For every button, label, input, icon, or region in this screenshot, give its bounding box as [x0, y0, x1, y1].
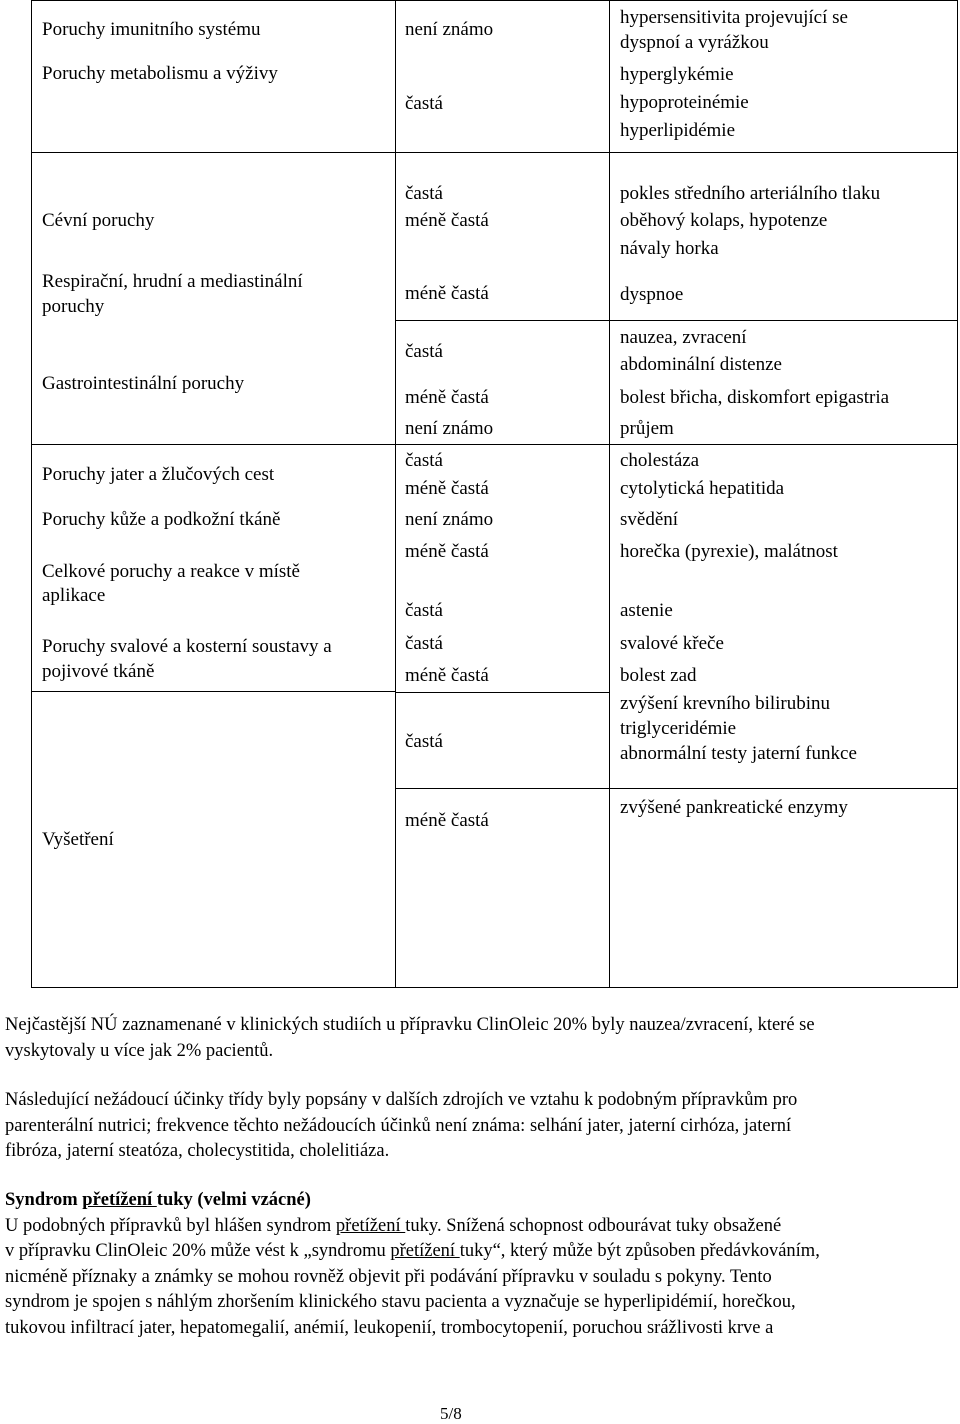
adverse-effect: dyspnoe: [620, 284, 684, 305]
frequency: častá: [405, 633, 443, 654]
adverse-effect: cytolytická hepatitida: [620, 478, 785, 499]
adverse-effect: hypersensitivita projevující se: [620, 7, 848, 28]
adverse-effect: horečka (pyrexie), malátnost: [620, 541, 838, 562]
organ-class: Poruchy imunitního systému: [42, 19, 261, 40]
adverse-effect: cholestáza: [620, 450, 700, 471]
frequency: méně častá: [405, 210, 489, 231]
organ-class: Gastrointestinální poruchy: [42, 373, 245, 394]
column-divider-2: [609, 0, 610, 988]
adverse-effect: návaly horka: [620, 238, 719, 259]
adverse-effect: průjem: [620, 418, 674, 439]
text-line: parenterální nutrici; frekvence těchto nežádoucích účinků není známa: selhání jater, jaterní cirhóza, jaterní: [5, 1115, 792, 1136]
organ-class: Cévní poruchy: [42, 210, 155, 231]
organ-class: Poruchy jater a žlučových cest: [42, 464, 275, 485]
page-number: 5/8: [440, 1404, 462, 1423]
section-heading: Syndrom přetížení tuky (velmi vzácné): [5, 1190, 311, 1210]
frequency: častá: [405, 600, 443, 621]
row-divider: [395, 320, 958, 321]
organ-class: aplikace: [42, 585, 106, 606]
row-divider: [395, 692, 610, 693]
frequency: častá: [405, 183, 443, 204]
row-divider: [31, 691, 396, 692]
paragraph-most-common: [5, 1013, 957, 1064]
organ-class: Poruchy kůže a podkožní tkáně: [42, 509, 281, 530]
frequency: méně častá: [405, 541, 489, 562]
adverse-effect: abnormální testy jaterní funkce: [620, 743, 857, 764]
text-line: nicméně příznaky a známky se mohou rovněž objevit při podávání přípravku v souladu s pokyny. Tento: [5, 1266, 772, 1287]
frequency: častá: [405, 341, 443, 362]
adverse-effect: hyperlipidémie: [620, 120, 736, 141]
organ-class: Celkové poruchy a reakce v místě: [42, 561, 300, 582]
row-divider: [395, 444, 958, 445]
adverse-effect: abdominální distenze: [620, 354, 782, 375]
organ-class: poruchy: [42, 296, 105, 317]
column-divider-1: [395, 0, 396, 988]
paragraph-class-effects: [5, 1088, 957, 1165]
organ-class: Respirační, hrudní a mediastinální: [42, 271, 303, 292]
frequency: méně častá: [405, 665, 489, 686]
frequency: méně častá: [405, 478, 489, 499]
frequency: méně častá: [405, 810, 489, 831]
adverse-effect: hyperglykémie: [620, 64, 734, 85]
text-line: vyskytovaly u více jak 2% pacientů.: [5, 1040, 274, 1061]
text-line: fibróza, jaterní steatóza, cholecystitida, cholelitiáza.: [5, 1141, 390, 1161]
row-divider: [395, 788, 610, 789]
text-line: Následující nežádoucí účinky třídy byly popsány v dalších zdrojích ve vztahu k podobným přípravkům pro: [5, 1090, 798, 1110]
table-border-bottom: [31, 987, 958, 988]
organ-class: Vyšetření: [42, 829, 114, 850]
fat-overload-section: [5, 1188, 957, 1341]
text-line: v přípravku ClinOleic 20% může vést k „syndromu přetížení tuky“, který může být způsoben předávkováním,: [5, 1241, 820, 1261]
adverse-effect: zvýšení krevního bilirubinu: [620, 693, 831, 714]
row-divider: [31, 444, 396, 445]
frequency: častá: [405, 450, 443, 471]
frequency: není známo: [405, 19, 494, 40]
adverse-effect: svědění: [620, 509, 679, 530]
table-border-right: [957, 0, 958, 988]
adverse-effect: svalové křeče: [620, 633, 724, 654]
organ-class: Poruchy metabolismu a výživy: [42, 63, 278, 84]
row-divider: [31, 152, 958, 153]
adverse-effect: triglyceridémie: [620, 718, 737, 739]
adverse-effect: oběhový kolaps, hypotenze: [620, 210, 828, 231]
adverse-effect: bolest zad: [620, 665, 697, 686]
adverse-effect: pokles středního arteriálního tlaku: [620, 183, 881, 204]
frequency: méně častá: [405, 387, 489, 408]
adverse-effect: dyspnoí a vyrážkou: [620, 32, 769, 53]
frequency: méně častá: [405, 283, 489, 304]
adverse-effect: astenie: [620, 600, 673, 621]
frequency: není známo: [405, 509, 494, 530]
text-line: tukovou infiltrací jater, hepatomegalií, anémií, leukopenií, trombocytopenií, poruchou srážlivosti krve a: [5, 1317, 774, 1338]
organ-class: Poruchy svalové a kosterní soustavy a: [42, 636, 332, 657]
text-line: syndrom je spojen s náhlým zhoršením klinického stavu pacienta a vyznačuje se hyperlipidémií, horečkou,: [5, 1292, 796, 1312]
adverse-effect: bolest břicha, diskomfort epigastria: [620, 387, 890, 408]
row-divider: [609, 788, 958, 789]
frequency: není známo: [405, 418, 494, 439]
adverse-effect: hypoproteinémie: [620, 92, 749, 113]
organ-class: pojivové tkáně: [42, 661, 155, 682]
adverse-effect: nauzea, zvracení: [620, 327, 747, 348]
frequency: častá: [405, 93, 443, 114]
adverse-effect: zvýšené pankreatické enzymy: [620, 797, 848, 818]
table-border-left: [31, 0, 32, 988]
text-line: Nejčastější NÚ zaznamenané v klinických studiích u přípravku ClinOleic 20% byly nauzea/zvracení, které se: [5, 1015, 815, 1035]
text-line: U podobných přípravků byl hlášen syndrom přetížení tuky. Snížená schopnost odbourávat tuky obsažené: [5, 1215, 782, 1236]
table-border-top: [31, 0, 958, 1]
frequency: častá: [405, 731, 443, 752]
